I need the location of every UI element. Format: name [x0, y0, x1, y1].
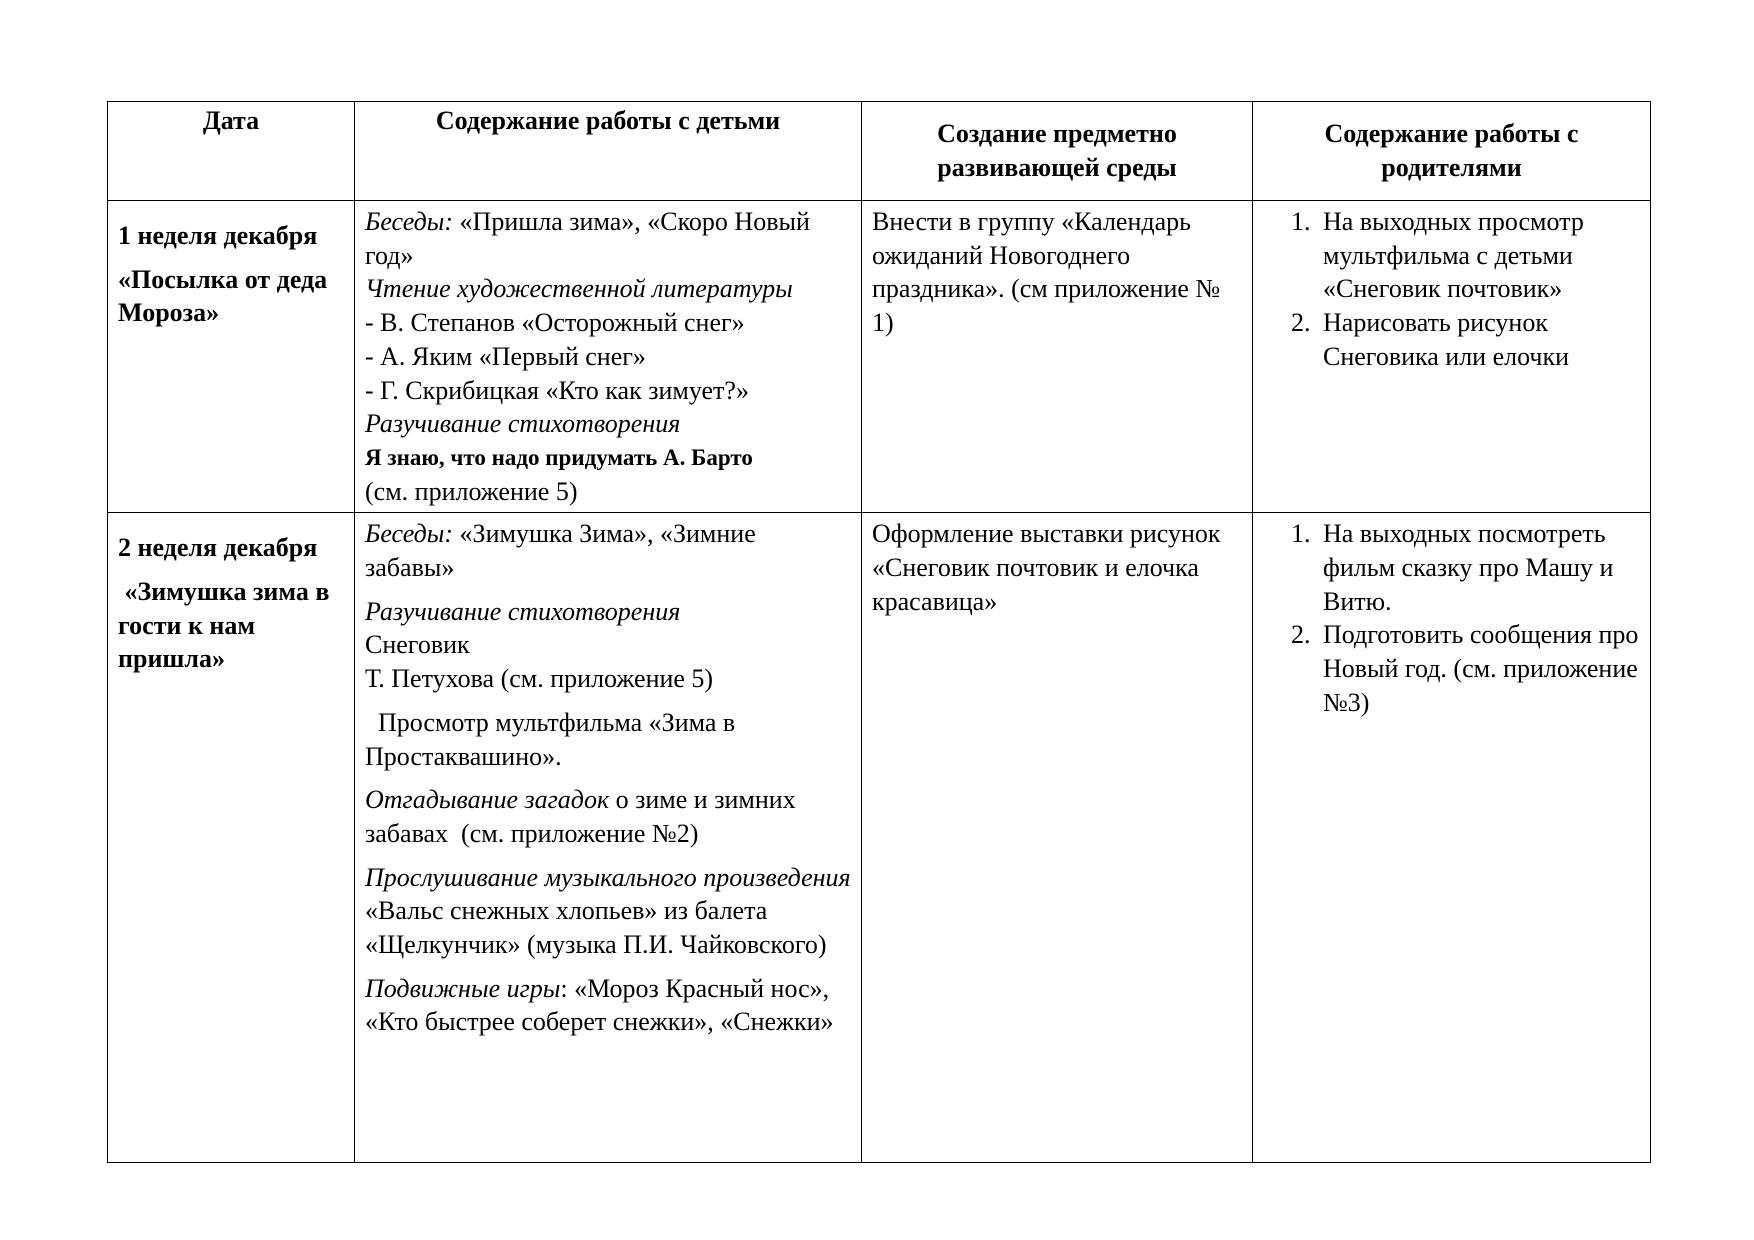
riddles-text: о зиме и зимних забавах (см. приложение №2): [365, 785, 803, 848]
list-item: 2. Нарисовать рисунок Снеговика или елочки: [1317, 306, 1640, 373]
week-theme: «Зимушка зима в гости к нам пришла»: [118, 577, 336, 674]
reading-item: - А. Яким «Первый снег»: [365, 341, 646, 371]
poem-ref: (см. приложение 5): [365, 476, 578, 506]
games: [365, 972, 851, 1039]
talks-label: Беседы:: [365, 519, 454, 549]
music-label: Прослушивание музыкального произведения: [365, 862, 851, 892]
header-environment: Создание предметно развивающей среды: [862, 102, 1253, 201]
header-children-work: Содержание работы с детьми: [355, 102, 862, 201]
music-text: «Вальс снежных хлопьев» из балета «Щелкунчик» (музыка П.И. Чайковского): [365, 896, 827, 960]
talks-text: «Пришла зима», «Скоро Новый год»: [365, 207, 810, 270]
parents-list: [1263, 517, 1640, 719]
reading-item: - В. Степанов «Осторожный снег»: [365, 308, 745, 338]
list-item: 1. На выходных просмотр мультфильма с детьми «Снеговик почтовик»: [1317, 205, 1640, 306]
poem-label: Разучивание стихотворения: [365, 409, 681, 439]
talks: [365, 205, 851, 272]
parents-list: [1263, 205, 1640, 374]
cartoon: Просмотр мультфильма «Зима в Простаквашино».: [365, 707, 742, 771]
poem-title: Снеговик: [365, 630, 470, 660]
week-label: 2 неделя декабря: [118, 533, 318, 563]
week-theme: «Посылка от деда Мороза»: [118, 264, 328, 328]
riddles-label: Отгадывание загадок: [365, 785, 610, 815]
games-label: Подвижные игры: [365, 973, 561, 1003]
parents-cell: [1253, 201, 1651, 513]
children-work-cell: [355, 201, 862, 513]
games-text: : «Мороз Красный нос», «Кто быстрее соберет снежки», «Снежки»: [365, 973, 834, 1037]
reading-label: Чтение художественной литературы: [365, 274, 793, 304]
poem-title: Я знаю, что надо придумать А. Барто: [365, 444, 753, 470]
poem-label: Разучивание стихотворения: [365, 596, 681, 626]
talks: [365, 517, 851, 584]
plan-table: [107, 101, 1651, 1163]
list-item: 2. Подготовить сообщения про Новый год. (см. приложение №3): [1317, 618, 1640, 719]
riddles: [365, 783, 851, 850]
environment-cell: Внести в группу «Календарь ожиданий Новогоднего праздника». (см приложение № 1): [862, 201, 1253, 513]
header-parents-work: Содержание работы с родителями: [1253, 102, 1651, 201]
music: [365, 861, 851, 962]
date-cell: [108, 201, 355, 513]
date-cell: [108, 513, 355, 1163]
environment-cell: Оформление выставки рисунок «Снеговик почтовик и елочка красавица»: [862, 513, 1253, 1163]
reading-item: - Г. Скрибицкая «Кто как зимует?»: [365, 375, 749, 405]
table-row: [108, 201, 1651, 513]
header-row: [108, 102, 1651, 201]
parents-cell: [1253, 513, 1651, 1163]
talks-label: Беседы:: [365, 207, 454, 236]
week-label: 1 неделя декабря: [118, 221, 318, 250]
children-work-cell: [355, 513, 862, 1163]
poem-ref: Т. Петухова (см. приложение 5): [365, 664, 714, 694]
table-row: [108, 513, 1651, 1163]
header-date: Дата: [108, 102, 355, 201]
talks-text: «Зимушка Зима», «Зимние забавы»: [365, 519, 756, 583]
list-item: 1. На выходных посмотреть фильм сказку про Машу и Витю.: [1317, 517, 1640, 618]
